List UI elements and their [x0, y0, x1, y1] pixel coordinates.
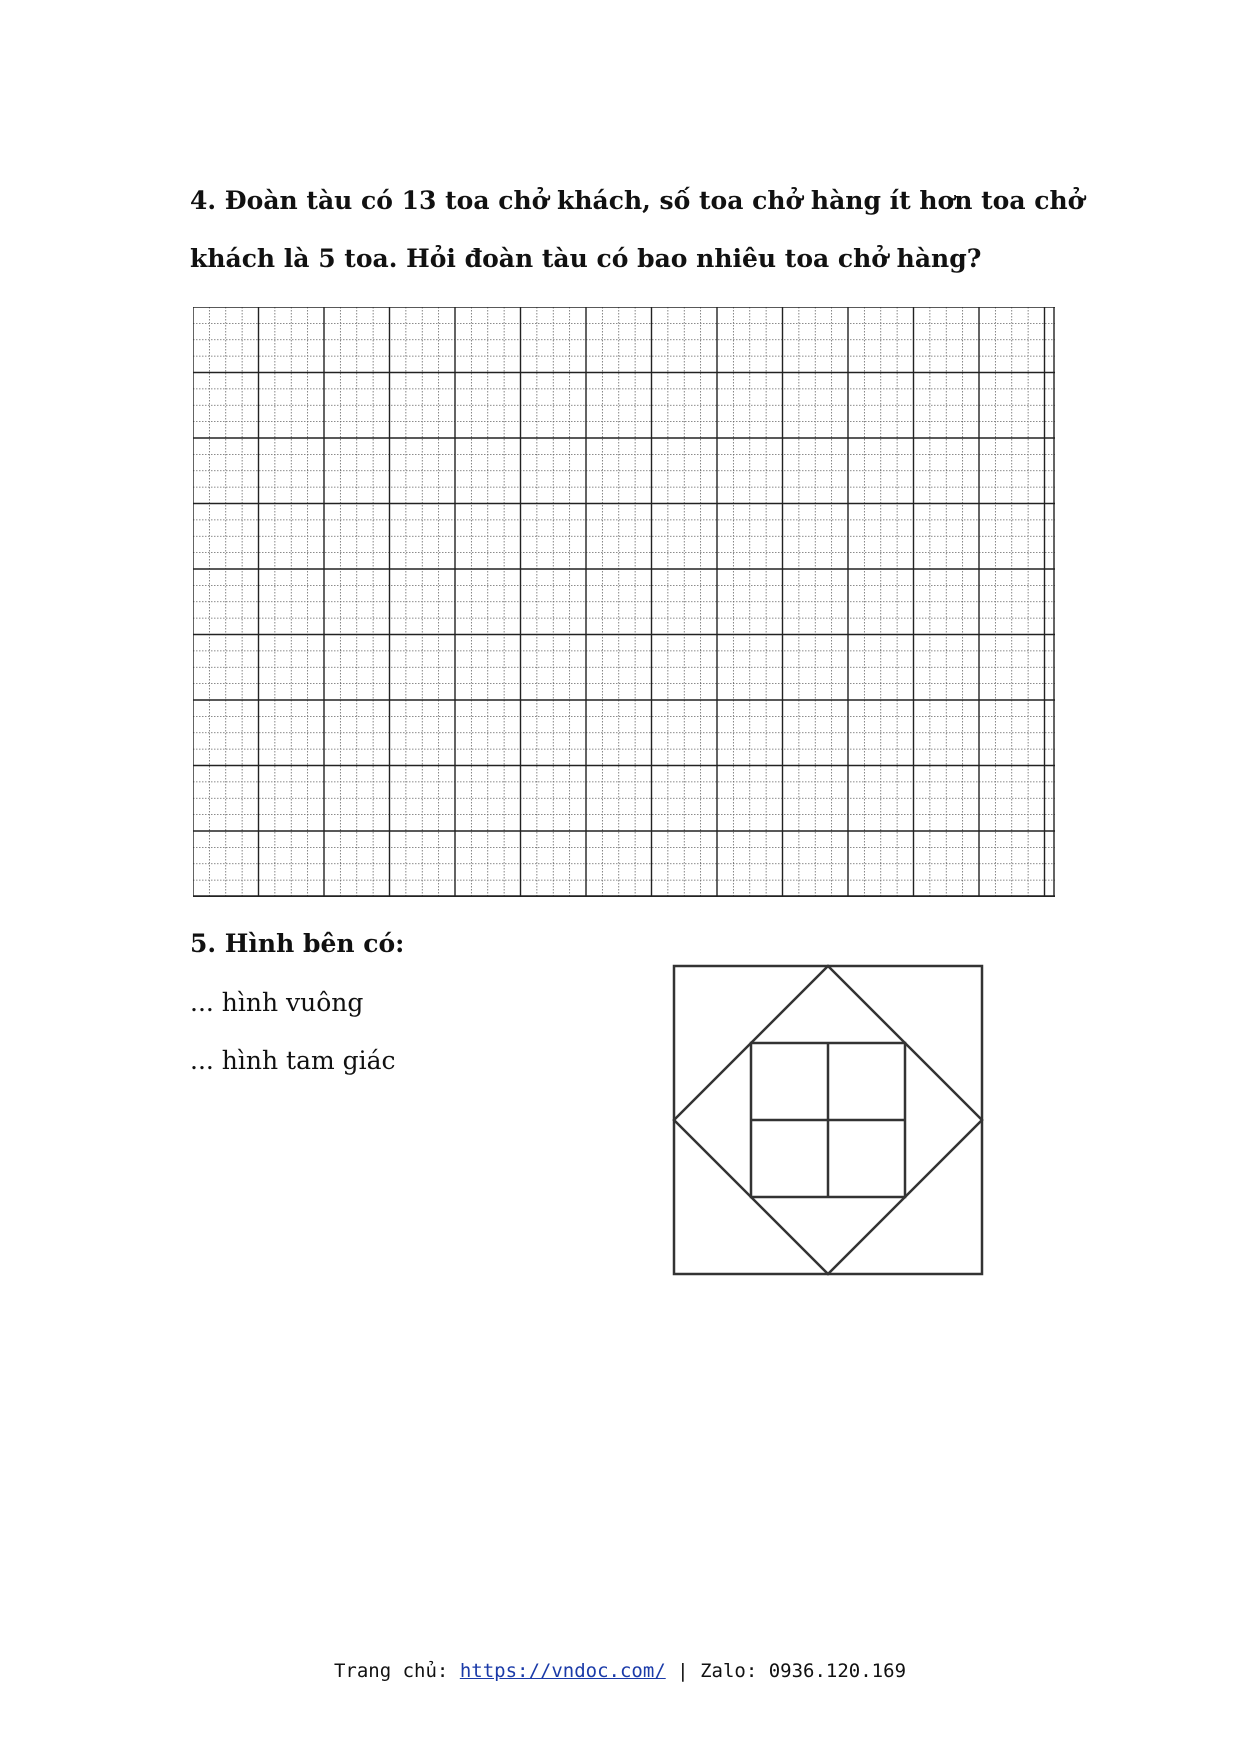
answer-line-squares: ... hình vuông — [190, 988, 364, 1017]
footer-home-label: Trang chủ: — [333, 1660, 449, 1682]
footer-zalo-number: 0936.120.169 — [768, 1660, 907, 1682]
question-4-line-1: 4. Đoàn tàu có 13 toa chở khách, số toa chở hàng ít hơn toa chở — [190, 186, 1085, 215]
geometry-figure — [672, 964, 984, 1276]
footer-separator: | — [677, 1660, 689, 1682]
answer-grid[interactable] — [193, 307, 1055, 897]
question-5-title: 5. Hình bên có: — [190, 929, 405, 958]
question-4-line-2: khách là 5 toa. Hỏi đoàn tàu có bao nhiêu toa chở hàng? — [190, 244, 982, 273]
answer-line-triangles: ... hình tam giác — [190, 1046, 396, 1075]
footer — [0, 1660, 1240, 1682]
footer-home-link[interactable]: https://vndoc.com/ — [459, 1660, 666, 1682]
footer-zalo-label: Zalo: — [700, 1660, 758, 1682]
